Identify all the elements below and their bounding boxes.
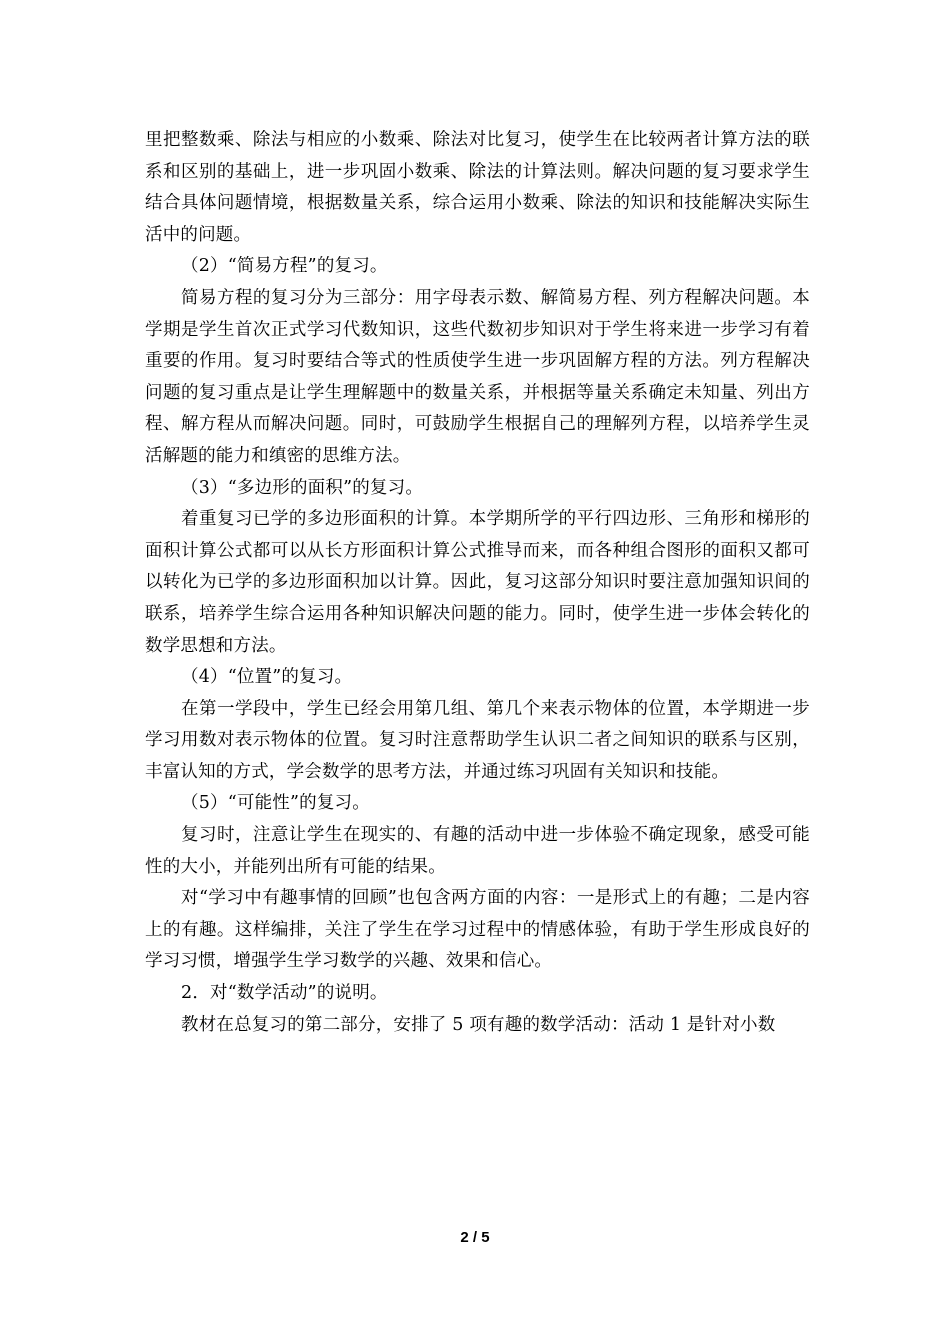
heading-probability: （5）“可能性”的复习。 — [181, 793, 370, 814]
paragraph-simple-equations: 简易方程的复习分为三部分：用字母表示数、解简易方程、列方程解决问题。本学期是学生首次正式学习代数知识，这些代数初步知识对于学生将来进一步学习有着重要的作用。复习时要结合等式的性质使学生进一步巩固解方程的方法。列方程解决问题的复习重点是让学生理解题中的数量关系，并根据等量关系确定未知量、列出方程、解方程从而解决问题。同时，可鼓励学生根据自己的理解列方程，以培养学生灵活解题的能力和缜密的思维方法。 — [145, 287, 810, 466]
heading-position: （4）“位置”的复习。 — [181, 667, 353, 688]
heading-simple-equations: （2）“简易方程”的复习。 — [181, 256, 388, 277]
paragraph-position: 在第一学段中，学生已经会用第几组、第几个来表示物体的位置，本学期进一步学习用数对表示物体的位置。复习时注意帮助学生认识二者之间知识的联系与区别，丰富认知的方式，学会数学的思考方法，并通过练习巩固有关知识和技能。 — [145, 698, 810, 782]
paragraph-math-activities: 教材在总复习的第二部分，安排了 5 项有趣的数学活动：活动 1 是针对小数 — [181, 1014, 776, 1035]
paragraph-continuation: 里把整数乘、除法与相应的小数乘、除法对比复习，使学生在比较两者计算方法的联系和区别的基础上，进一步巩固小数乘、除法的计算法则。解决问题的复习要求学生结合具体问题情境，根据数量关系，综合运用小数乘、除法的知识和技能解决实际生活中的问题。 — [145, 130, 810, 245]
paragraph-interesting-review: 对“学习中有趣事情的回顾”也包含两方面的内容：一是形式上的有趣；二是内容上的有趣。这样编排，关注了学生在学习过程中的情感体验，有助于学生形成良好的学习习惯，增强学生学习数学的兴趣、效果和信心。 — [145, 888, 810, 972]
page-number: 2 / 5 — [460, 1229, 490, 1246]
document-body — [145, 125, 810, 1041]
paragraph-polygon-area: 着重复习已学的多边形面积的计算。本学期所学的平行四边形、三角形和梯形的面积计算公式都可以从长方形面积计算公式推导而来，而各种组合图形的面积又都可以转化为已学的多边形面积加以计算。因此，复习这部分知识时要注意加强知识间的联系，培养学生综合运用各种知识解决问题的能力。同时，使学生进一步体会转化的数学思想和方法。 — [145, 509, 810, 656]
heading-polygon-area: （3）“多边形的面积”的复习。 — [181, 477, 424, 498]
paragraph-probability: 复习时，注意让学生在现实的、有趣的活动中进一步体验不确定现象，感受可能性的大小，并能列出所有可能的结果。 — [145, 825, 810, 877]
heading-math-activities: 2．对“数学活动”的说明。 — [181, 983, 388, 1004]
